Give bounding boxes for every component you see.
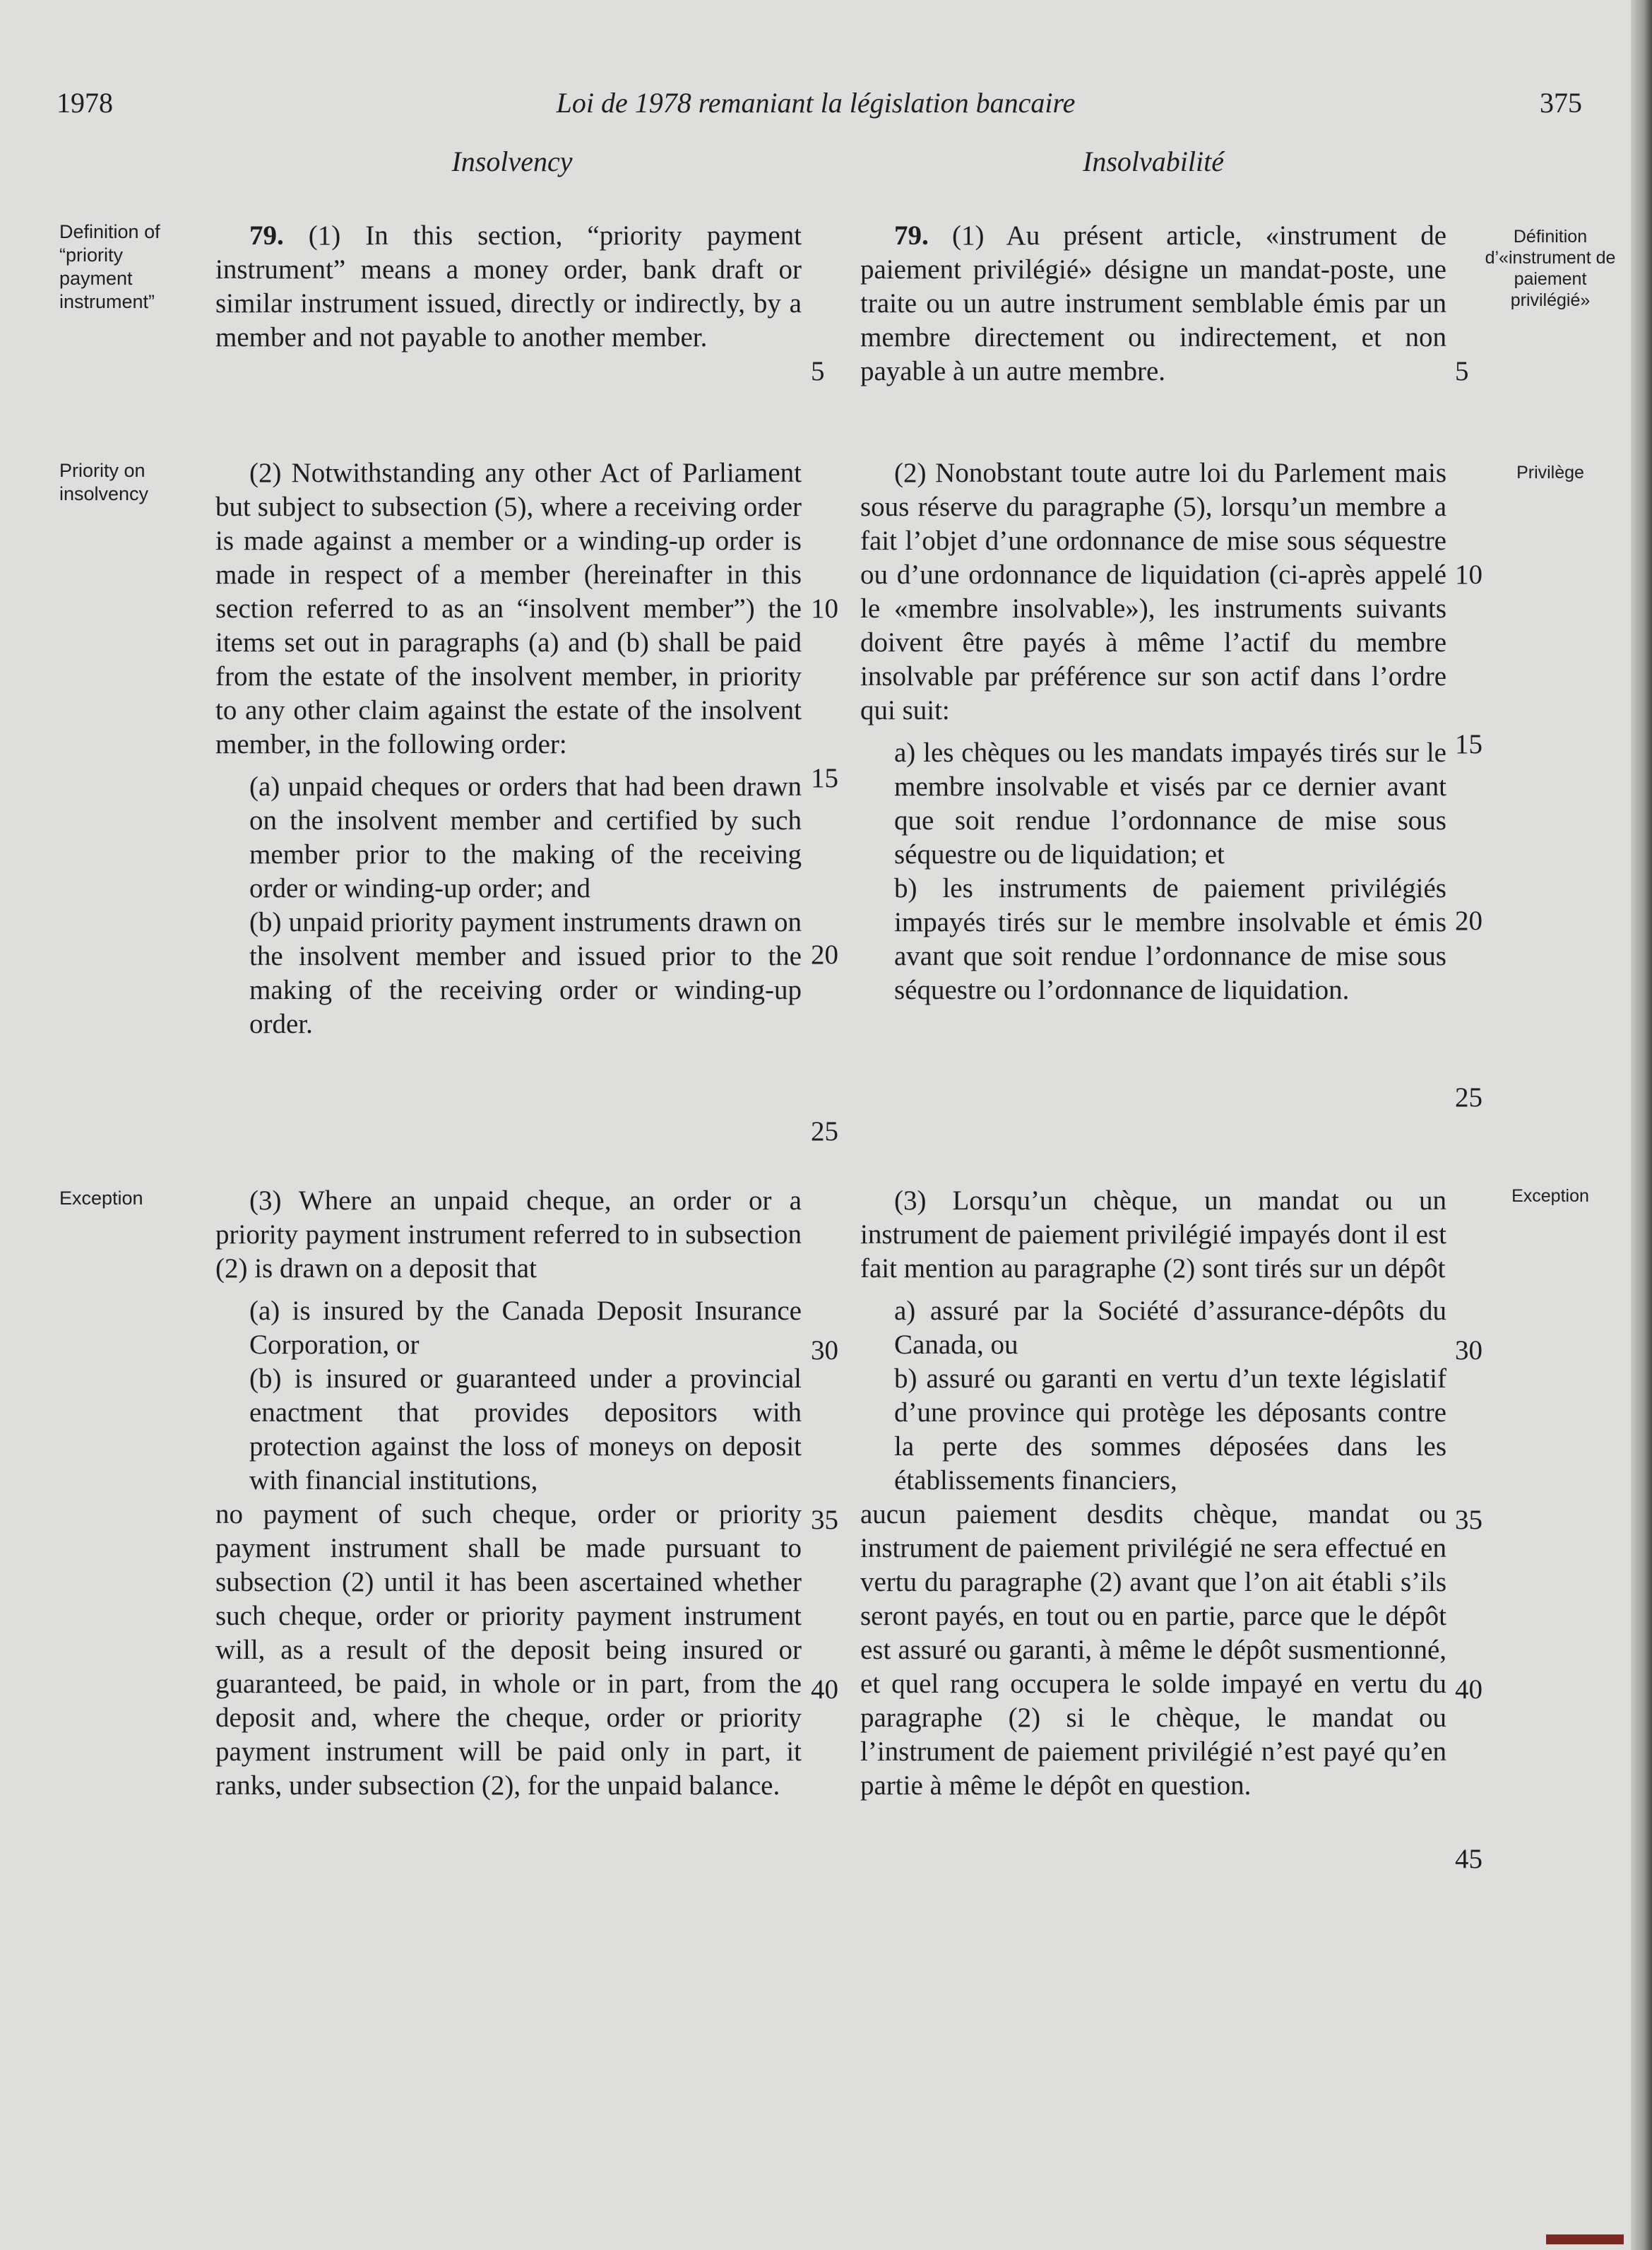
section-number-fr: 79. [894,220,929,251]
english-subsection-2 [215,456,802,1041]
heading-french: Insolvabilité [1083,146,1224,177]
edge-mark [1546,2234,1624,2244]
line-number-en: 35 [811,1505,838,1535]
line-number-fr: 15 [1455,729,1482,759]
french-subsection-3 [860,1184,1446,1803]
text-79-2-a-en: (a) unpaid cheques or orders that had been drawn on the insolvent member and certified by such member prior to the making of the receiving order or winding-up order; and [249,771,802,904]
text-79-2-fr: (2) Nonobstant toute autre loi du Parlement mais sous réserve du paragraphe (5), lorsqu’un membre a fait l’objet d’une ordonnance de mise sous séquestre ou d’une ordonnance de liquidation (ci-après appelé le «membre insolvable»), les instruments suivants doivent être payés à même l’actif du membre insolvable par préférence sur son actif dans l’ordre qui suit: [860,458,1446,726]
line-number-fr: 30 [1455,1335,1482,1366]
text-79-3-b-en: (b) is insured or guaranteed under a provincial enactment that provides depositors with protection against the loss of moneys on deposit with financial institutions, [249,1363,802,1496]
text-79-3-tail-fr: aucun paiement desdits chèque, mandat ou instrument de paiement privilégié ne sera effectué en vertu du paragraphe (2) avant que l’on ait établi s’ils seront payés, en tout ou en partie, parce que le dépôt est assuré ou garanti, à même le dépôt susmentionné, et quel rang occupera le solde impayé en vertu du paragraphe (2) si le chèque, le mandat ou l’instrument de paiement privilégié n’est payé qu’en partie à même le dépôt en question. [860,1499,1446,1801]
line-number-fr: 10 [1455,559,1482,590]
french-subsection-1 [860,219,1446,389]
line-number-fr: 25 [1455,1082,1482,1113]
line-number-en: 20 [811,940,838,970]
text-79-2-a-fr: a) les chèques ou les mandats impayés tirés sur le membre insolvable et visés par ce dernier avant que soit rendue l’ordonnance de mise sous séquestre ou de liquidation; et [894,738,1446,870]
line-number-fr: 5 [1455,356,1469,386]
line-number-en: 40 [811,1674,838,1705]
line-number-fr: 40 [1455,1674,1482,1705]
text-79-3-a-fr: a) assuré par la Société d’assurance-dépôts du Canada, ou [894,1296,1446,1360]
line-number-fr: 20 [1455,906,1482,936]
line-number-fr: 35 [1455,1505,1482,1535]
english-subsection-3 [215,1184,802,1803]
margin-note-definition-fr: Définition d’«instrument de paiement privilégié» [1485,227,1616,310]
heading-english: Insolvency [451,146,573,177]
text-79-3-fr: (3) Lorsqu’un chèque, un mandat ou un instrument de paiement privilégié impayés dont il est fait mention au paragraphe (2) sont tirés sur un dépôt [860,1185,1446,1284]
french-subsection-2 [860,456,1446,1007]
text-79-2-en: (2) Notwithstanding any other Act of Parliament but subject to subsection (5), where a receiving order is made against a member or a winding-up order is made in respect of a member (hereinafter in this section referred to as an “insolvent member”) the items set out in paragraphs (a) and (b) shall be paid from the estate of the insolvent member, in priority to any other claim against the estate of the insolvent member, in the following order: [215,458,802,759]
line-number-en: 10 [811,593,838,624]
book-spine-edge [1631,0,1652,2250]
text-79-3-a-en: (a) is insured by the Canada Deposit Insurance Corporation, or [249,1296,802,1360]
page-number: 375 [1540,87,1582,119]
line-number-en: 30 [811,1335,838,1366]
margin-note-definition-en: Definition of “priority payment instrument” [59,221,160,312]
line-number-fr: 45 [1455,1844,1482,1874]
text-79-2-b-fr: b) les instruments de paiement privilégiés impayés tirés sur le membre insolvable et émis avant que soit rendue l’ordonnance de mise sous séquestre ou l’ordonnance de liquidation. [894,873,1446,1005]
english-subsection-1 [215,219,802,355]
line-number-en: 25 [811,1116,838,1147]
line-number-en: 15 [811,763,838,793]
text-79-3-en: (3) Where an unpaid cheque, an order or a priority payment instrument referred to in subsection (2) is drawn on a deposit that [215,1185,802,1284]
section-number-en: 79. [249,220,284,251]
header-year: 1978 [57,87,113,119]
margin-note-priority-fr: Privilège [1516,463,1584,482]
header-title: Loi de 1978 remaniant la législation bancaire [556,87,1076,119]
text-79-3-b-fr: b) assuré ou garanti en vertu d’un texte législatif d’une province qui protège les déposants contre la perte des sommes déposées dans les établissements financiers, [894,1363,1446,1496]
text-79-1-en: (1) In this section, “priority payment instrument” means a money order, bank draft or similar instrument issued, directly or indirectly, by a member and not payable to another member. [215,220,802,353]
margin-note-exception-fr: Exception [1511,1186,1589,1206]
text-79-2-b-en: (b) unpaid priority payment instruments drawn on the insolvent member and issued prior to the making of the receiving order or winding-up order. [249,907,802,1039]
line-number-en: 5 [811,356,825,386]
text-79-3-tail-en: no payment of such cheque, order or priority payment instrument shall be made pursuant to subsection (2) until it has been ascertained whether such cheque, order or priority payment instrument will, as a result of the deposit being insured or guaranteed, be paid, in whole or in part, from the deposit and, where the cheque, order or priority payment instrument will be paid only in part, it ranks, under subsection (2), for the unpaid balance. [215,1499,802,1801]
text-79-1-fr: (1) Au présent article, «instrument de paiement privilégié» désigne un mandat-poste, une traite ou un autre instrument semblable émis par un membre directement ou indirectement, et non payable à un autre membre. [860,220,1446,386]
margin-note-exception-en: Exception [59,1188,143,1209]
margin-note-priority-en: Priority on insolvency [59,460,149,504]
